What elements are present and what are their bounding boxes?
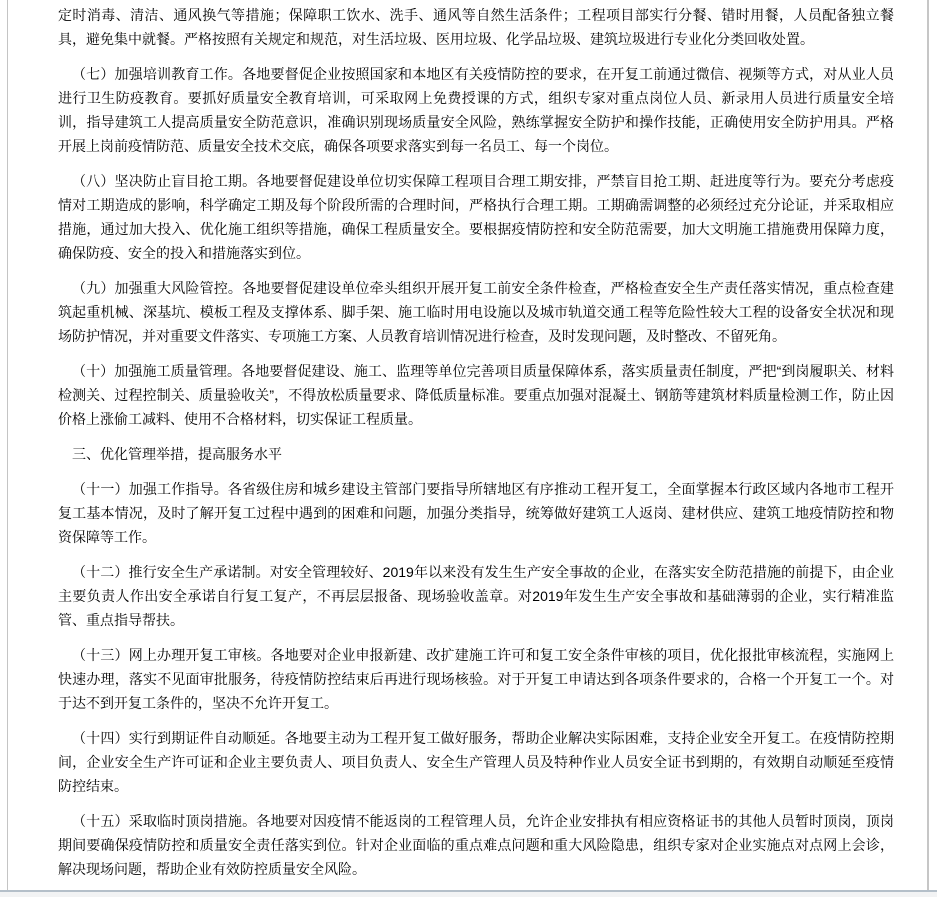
paragraph-item-15: （十五）采取临时顶岗措施。各地要对因疫情不能返岗的工程管理人员，允许企业安排执有相应资格证书的其他人员暂时顶岗，顶岗期间要确保疫情防控和质量安全责任落实到位。针对企业面临的重点难点问题和重大风险隐患，组织专家对企业实施点对点网上会诊，解决现场问题，帮助企业有效防控质量安全风险。 [58, 813, 894, 877]
document-body [8, 0, 894, 881]
paragraph-item-11: （十一）加强工作指导。各省级住房和城乡建设主管部门要指导所辖地区有序推动工程开复工，全面掌握本行政区域内各地市工程开复工基本情况，及时了解开复工过程中遇到的困难和问题，加强分类指导，统筹做好建筑工人返岗、建材供应、建筑工地疫情防控和物资保障等工作。 [58, 481, 894, 545]
paragraph-item-14: （十四）实行到期证件自动顺延。各地要主动为工程开复工做好服务，帮助企业解决实际困难，支持企业安全开复工。在疫情防控期间，企业安全生产许可证和企业主要负责人、项目负责人、安全生产管理人员及特种作业人员安全证书到期的，有效期自动顺延至疫情防控结束。 [58, 730, 894, 794]
window-below-edge-area [0, 892, 937, 897]
paragraph-item-13: （十三）网上办理开复工审核。各地要对企业申报新建、改扩建施工许可和复工安全条件审核的项目，优化报批审核流程，实施网上快速办理，落实不见面审批服务，待疫情防控结束后再进行现场核验。对于开复工申请达到各项条件要求的，合格一个开复工一个。对于达不到开复工条件的，坚决不允许开复工。 [58, 647, 894, 711]
paragraph-continuation: 定时消毒、清洁、通风换气等措施；保障职工饮水、洗手、通风等自然生活条件；工程项目部实行分餐、错时用餐，人员配备独立餐具，避免集中就餐。严格按照有关规定和规范，对生活垃圾、医用垃圾、化学品垃圾、建筑垃圾进行专业化分类回收处置。 [58, 7, 894, 47]
section-heading-3: 三、优化管理举措，提高服务水平 [72, 446, 282, 462]
document-page [7, 0, 929, 890]
paragraph-item-8: （八）坚决防止盲目抢工期。各地要督促建设单位切实保障工程项目合理工期安排，严禁盲目抢工期、赶进度等行为。要充分考虑疫情对工期造成的影响，科学确定工期及每个阶段所需的合理时间，严格执行合理工期。工期确需调整的必须经过充分论证，并采取相应措施，通过加大投入、优化施工组织等措施，确保工程质量安全。要根据疫情防控和安全防范需要，加大文明施工措施费用保障力度，确保防疫、安全的投入和措施落实到位。 [58, 173, 894, 261]
paragraph-item-10: （十）加强施工质量管理。各地要督促建设、施工、监理等单位完善项目质量保障体系，落实质量责任制度，严把“到岗履职关、材料检测关、过程控制关、质量验收关”，不得放松质量要求、降低质量标准。要重点加强对混凝土、钢筋等建筑材料质量检测工作，防止因价格上涨偷工减料、使用不合格材料，切实保证工程质量。 [58, 363, 894, 427]
paragraph-item-9: （九）加强重大风险管控。各地要督促建设单位牵头组织开展开复工前安全条件检查，严格检查安全生产责任落实情况，重点检查建筑起重机械、深基坑、模板工程及支撑体系、脚手架、施工临时用电设施以及城市轨道交通工程等危险性较大工程的设备安全状况和现场防护情况，并对重要文件落实、专项施工方案、人员教育培训情况进行检查，及时发现问题，及时整改、不留死角。 [58, 280, 894, 344]
paragraph-item-12: （十二）推行安全生产承诺制。对安全管理较好、2019年以来没有发生生产安全事故的企业，在落实安全防范措施的前提下，由企业主要负责人作出安全承诺自行复工复产，不再层层报备、现场验收盖章。对2019年发生生产安全事故和基础薄弱的企业，实行精准监管、重点指导帮扶。 [58, 564, 894, 628]
paragraph-item-7: （七）加强培训教育工作。各地要督促企业按照国家和本地区有关疫情防控的要求，在开复工前通过微信、视频等方式，对从业人员进行卫生防疫教育。要抓好质量安全教育培训，可采取网上免费授课的方式，组织专家对重点岗位人员、新录用人员进行质量安全培训，指导建筑工人提高质量安全防范意识，准确识别现场质量安全风险，熟练掌握安全防护和操作技能，正确使用安全防护用具。严格开展上岗前疫情防范、质量安全技术交底，确保各项要求落实到每一名员工、每一个岗位。 [58, 66, 894, 154]
